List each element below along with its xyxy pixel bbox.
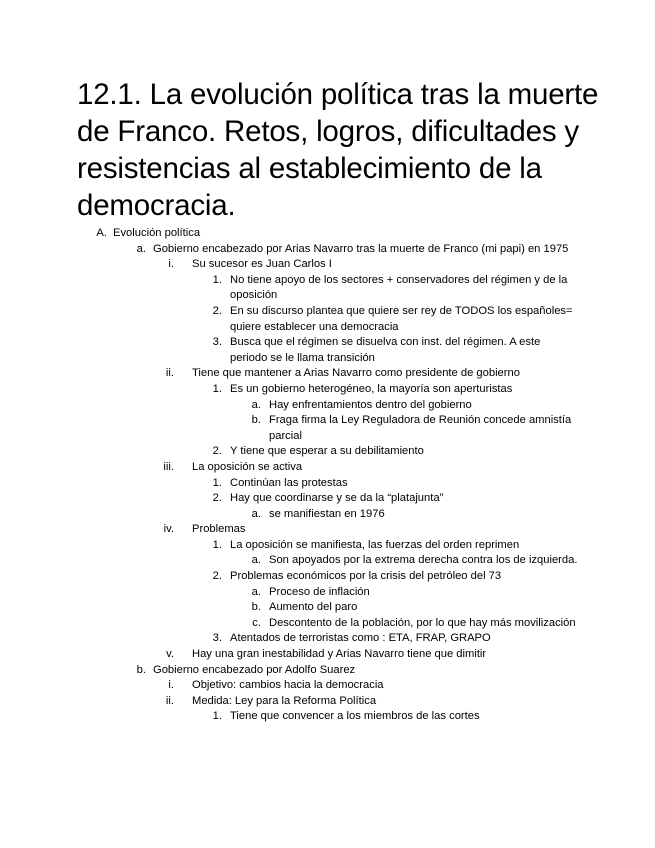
outline-item (0, 444, 655, 460)
outline-item (0, 522, 655, 538)
outline-item (0, 476, 655, 492)
outline-item (0, 585, 655, 601)
outline-text: Problemas (192, 523, 246, 536)
outline-item (0, 257, 655, 273)
outline-marker: 1. (212, 710, 222, 723)
outline-item (0, 366, 655, 382)
outline-marker: b. (251, 414, 261, 427)
outline-item (0, 631, 655, 647)
outline-marker: a. (136, 242, 146, 255)
outline-marker: b. (136, 663, 146, 676)
outline-text: Es un gobierno heterogéneo, la mayoría son aperturistas (230, 382, 513, 395)
outline-text: Su sucesor es Juan Carlos I (192, 258, 332, 271)
outline-text: Hay que coordinarse y se da la “platajunta” (230, 492, 444, 505)
outline-item (0, 553, 655, 569)
outline-text: Atentados de terroristas como : ETA, FRAP, GRAPO (230, 632, 491, 645)
outline-text: La oposición se activa (192, 460, 303, 473)
outline-marker: v. (166, 648, 174, 661)
outline-item (0, 600, 655, 616)
outline-text: se manifiestan en 1976 (269, 507, 385, 520)
outline-marker: ii. (165, 694, 174, 707)
outline-text: Medida: Ley para la Reforma Política (192, 694, 377, 707)
outline-text: Fraga firma la Ley Reguladora de Reunión concede amnistía parcial (269, 414, 572, 442)
outline-item (0, 538, 655, 554)
outline-item (0, 507, 655, 523)
outline-marker: ii. (165, 367, 174, 380)
outline-item (0, 616, 655, 632)
outline-text: No tiene apoyo de los sectores + conservadores del régimen y de la oposición (230, 273, 568, 302)
outline-marker: 3. (212, 336, 222, 349)
outline-marker: 2. (212, 304, 222, 317)
outline-marker: c. (252, 616, 261, 629)
outline-text: Descontento de la población, por lo que hay más movilización (269, 616, 576, 629)
outline-marker: 1. (212, 538, 222, 551)
outline-text: Tiene que mantener a Arias Navarro como presidente de gobierno (192, 367, 520, 380)
outline-item (0, 460, 655, 476)
outline-text: Y tiene que esperar a su debilitamiento (230, 445, 424, 458)
outline-marker: A. (96, 227, 107, 239)
outline-marker: a. (251, 507, 261, 520)
outline-text: Continúan las protestas (230, 476, 348, 489)
outline-item (0, 678, 655, 694)
outline-marker: a. (251, 398, 261, 411)
outline-marker: 2. (212, 492, 222, 505)
outline-marker: iii. (163, 460, 174, 473)
outline-text: Evolución política (113, 227, 201, 239)
outline-marker: 2. (212, 445, 222, 458)
outline-marker: a. (251, 585, 261, 598)
outline-marker: 1. (212, 476, 222, 489)
outline-text: Son apoyados por la extrema derecha contra los de izquierda. (269, 554, 578, 567)
outline-marker: b. (251, 601, 261, 614)
outline-item (0, 663, 655, 679)
outline-item (0, 335, 655, 366)
outline-text: Aumento del paro (269, 601, 358, 614)
outline-text: Gobierno encabezado por Arias Navarro tras la muerte de Franco (mi papi) en 1975 (153, 242, 569, 255)
outline-list (0, 226, 655, 725)
outline-text: Hay enfrentamientos dentro del gobierno (269, 398, 472, 411)
outline-item (0, 273, 655, 304)
outline-text: Busca que el régimen se disuelva con inst. del régimen. A este periodo se le llama transición (230, 336, 541, 364)
outline-text: Hay una gran inestabilidad y Arias Navarro tiene que dimitir (192, 648, 487, 661)
outline-marker: iv. (163, 523, 174, 536)
outline-text: Problemas económicos por la crisis del petróleo del 73 (230, 570, 502, 583)
outline-item (0, 398, 655, 414)
outline-marker: 1. (212, 273, 222, 286)
outline-text: Objetivo: cambios hacia la democracia (192, 679, 384, 692)
outline-item (0, 694, 655, 710)
outline-item (0, 242, 655, 258)
outline-text: Tiene que convencer a los miembros de las cortes (230, 710, 480, 723)
outline-text: La oposición se manifiesta, las fuerzas del orden reprimen (230, 538, 520, 551)
outline-item (0, 709, 655, 725)
outline-text: Gobierno encabezado por Adolfo Suarez (153, 663, 356, 676)
outline-marker: 1. (212, 382, 222, 395)
outline-marker: i. (168, 258, 174, 271)
outline-item (0, 382, 655, 398)
outline-text: Proceso de inflación (269, 585, 370, 598)
outline-marker: 3. (212, 632, 222, 645)
page-title: 12.1. La evolución política tras la muerte de Franco. Retos, logros, dificultades y resistencias al establecimiento de la democracia. (77, 78, 599, 222)
outline-text: En su discurso plantea que quiere ser rey de TODOS los españoles= quiere establecer una democracia (230, 304, 573, 333)
outline-item (0, 413, 655, 444)
outline-marker: i. (168, 679, 174, 692)
outline-marker: a. (251, 554, 261, 567)
outline-item (0, 569, 655, 585)
outline-marker: 2. (212, 570, 222, 583)
outline-item (0, 491, 655, 507)
outline-item (0, 647, 655, 663)
outline-item (0, 304, 655, 335)
outline-item (0, 226, 655, 242)
